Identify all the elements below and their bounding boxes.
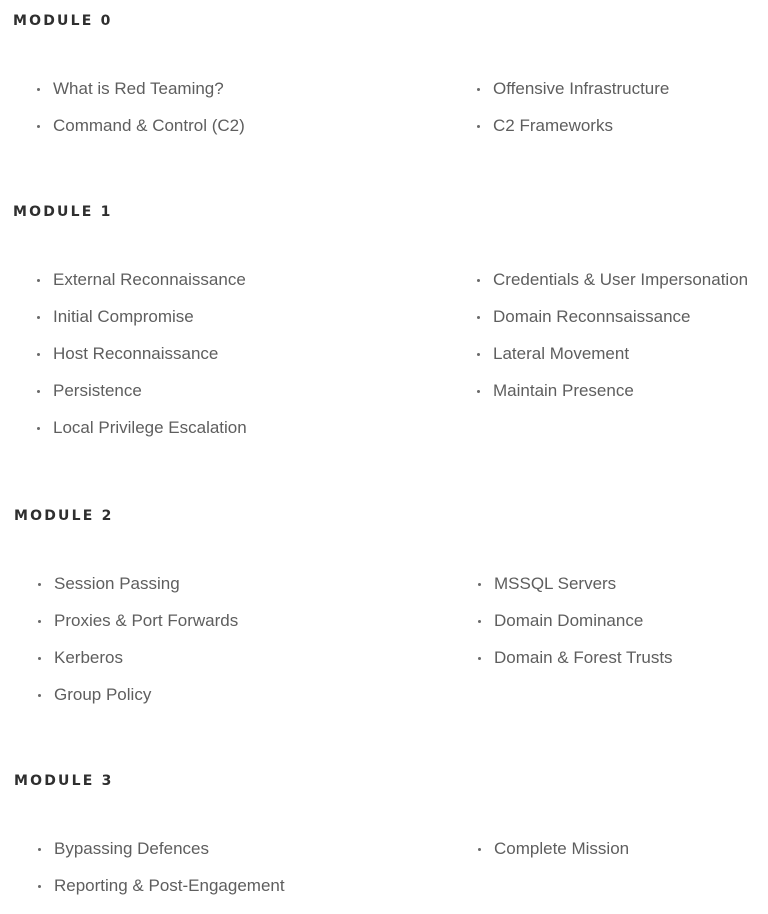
- module-1-right-list: [477, 271, 748, 419]
- module-3-right-list: [478, 840, 629, 877]
- list-item: Credentials & User Impersonation: [477, 271, 748, 308]
- module-2-left-list: [38, 575, 238, 723]
- module-0-left-list: [37, 80, 245, 154]
- module-1-title: MODULE 1: [13, 204, 113, 220]
- list-item: Lateral Movement: [477, 345, 748, 382]
- list-item: Session Passing: [38, 575, 238, 612]
- list-item: Maintain Presence: [477, 382, 748, 419]
- list-item: Kerberos: [38, 649, 238, 686]
- list-item: External Reconnaissance: [37, 271, 247, 308]
- list-item: Domain & Forest Trusts: [478, 649, 673, 686]
- list-item: Bypassing Defences: [38, 840, 285, 877]
- module-3-title: MODULE 3: [14, 773, 114, 789]
- list-item: Domain Dominance: [478, 612, 673, 649]
- list-item: Domain Reconnsaissance: [477, 308, 748, 345]
- module-3-left-list: [38, 840, 285, 914]
- list-item: Group Policy: [38, 686, 238, 723]
- list-item: C2 Frameworks: [477, 117, 669, 154]
- list-item: Proxies & Port Forwards: [38, 612, 238, 649]
- module-1-left-list: [37, 271, 247, 456]
- list-item: Command & Control (C2): [37, 117, 245, 154]
- module-2-right-list: [478, 575, 673, 686]
- list-item: Local Privilege Escalation: [37, 419, 247, 456]
- list-item: What is Red Teaming?: [37, 80, 245, 117]
- list-item: Persistence: [37, 382, 247, 419]
- list-item: Offensive Infrastructure: [477, 80, 669, 117]
- module-0-right-list: [477, 80, 669, 154]
- module-0-title: MODULE 0: [13, 13, 113, 29]
- list-item: MSSQL Servers: [478, 575, 673, 612]
- list-item: Host Reconnaissance: [37, 345, 247, 382]
- list-item: Complete Mission: [478, 840, 629, 877]
- module-2-title: MODULE 2: [14, 508, 114, 524]
- list-item: Initial Compromise: [37, 308, 247, 345]
- list-item: Reporting & Post-Engagement: [38, 877, 285, 914]
